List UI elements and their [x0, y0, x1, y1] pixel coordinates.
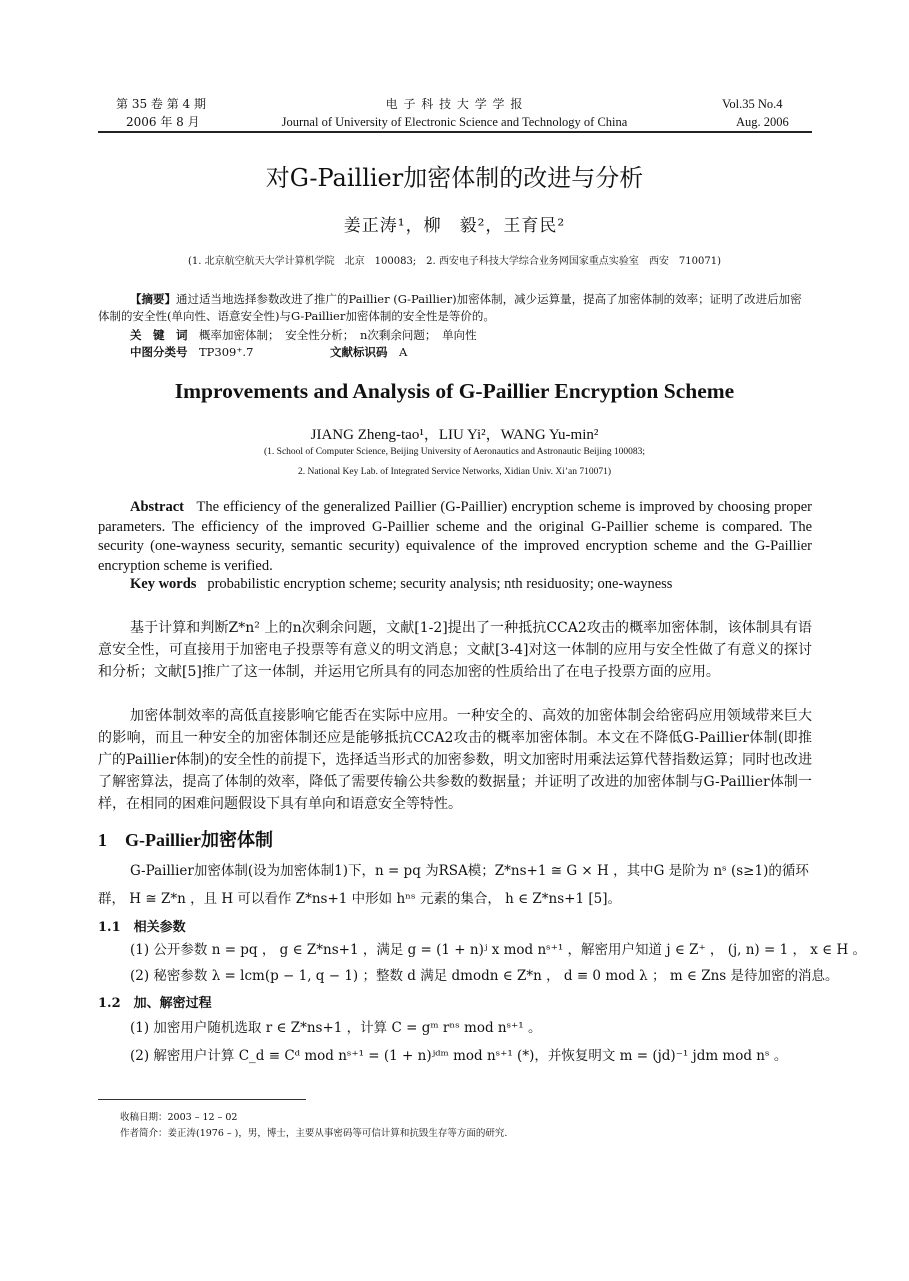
doc-code-row	[330, 344, 407, 361]
authors-cn: 姜正涛¹，柳 毅²，王育民²	[343, 216, 566, 236]
section-1-heading: 1 G-Paillier加密体制	[98, 830, 273, 850]
header-vol-no: Vol.35 No.4	[722, 97, 783, 111]
keywords-cn-row	[130, 327, 477, 344]
abstract-en-label: Abstract	[130, 499, 184, 515]
keywords-en-row	[130, 576, 672, 593]
abstract-en-text: The efficiency of the generalized Paillier (G-Paillier) encryption scheme is improved by choosing proper parameters. The efficiency of the improved G-Paillier scheme and the original G-Paillier scheme is compared. The security (one-wayness security, semantic security) equivalence of the improved encryption scheme and the G-Paillier encryption scheme is verified.	[98, 499, 812, 574]
footnote-rule	[98, 1099, 306, 1100]
doc-code-label: 文献标识码	[330, 345, 388, 359]
header-date: 2006 年 8 月	[126, 115, 200, 129]
subsection-1-2-item-2: (2) 解密用户计算 C_d ≡ Cᵈ mod nˢ⁺¹ = (1 + n)ʲᵈᵐ mod nˢ⁺¹ (*)，并恢复明文 m = (jd)⁻¹ jdm mod nˢ 。	[130, 1048, 788, 1064]
footnote-received-date: 收稿日期：2003 – 12 – 02	[120, 1112, 238, 1123]
header-journal-cn: 电 子 科 技 大 学 学 报	[385, 97, 524, 111]
abstract-cn-text: 通过适当地选择参数改进了推广的Paillier (G-Paillier)加密体制，减少运算量，提高了加密体制的效率；证明了改进后加密体制的安全性(单向性、语意安全性)与G-Paillier加密体制的安全性是等价的。	[98, 292, 802, 323]
keywords-en-label: Key words	[130, 576, 197, 592]
abstract-cn-label: 【摘要】	[130, 292, 176, 306]
intro-paragraph-2: 加密体制效率的高低直接影响它能否在实际中应用。一种安全的、高效的加密体制会给密码应用领域带来巨大的影响，而且一种安全的加密体制还应是能够抵抗CCA2攻击的概率加密体制。本文在不降低G-Paillier体制(即推广的Paillier体制)的安全性的前提下，选择适当形式的加密参数，明文加密时用乘法运算代替指数运算；同时也改进了解密算法，提高了体制的效率，降低了需要传输公共参数的数据量；并证明了改进的加密体制与G-Paillier体制一样，在相同的困难问题假设下具有单向和语意安全等特性。	[98, 708, 812, 812]
footnote-author-bio: 作者简介：姜正涛(1976 – )，男，博士，主要从事密码等可信计算和抗毁生存等方面的研究.	[120, 1128, 508, 1139]
keywords-en: probabilistic encryption scheme; security analysis; nth residuosity; one-wayness	[207, 576, 673, 592]
keywords-cn-label: 关 键 词	[130, 328, 188, 342]
doc-code-value: A	[399, 345, 408, 359]
authors-en: JIANG Zheng-tao¹，LIU Yi²，WANG Yu-min²	[310, 427, 599, 443]
header-rule	[98, 131, 812, 133]
paper-title-en: Improvements and Analysis of G-Paillier Encryption Scheme	[174, 379, 735, 403]
abstract-en	[98, 498, 812, 576]
header-journal-en: Journal of University of Electronic Science and Technology of China	[281, 115, 628, 129]
clc-label: 中图分类号	[130, 345, 188, 359]
affiliation-en-1: (1. School of Computer Science, Beijing University of Aeronautics and Astronautic Beijing 100083;	[264, 447, 645, 457]
abstract-cn	[98, 291, 812, 325]
subsection-1-1-heading: 1.1 相关参数	[98, 920, 186, 935]
header-volume: 第 35 卷 第 4 期	[116, 97, 206, 111]
classification-row	[130, 344, 253, 361]
section-1-line-2: 群， H ≅ Z*n ，且 H 可以看作 Z*ns+1 中形如 hⁿˢ 元素的集合， h ∈ Z*ns+1 [5]。	[98, 891, 621, 907]
subsection-1-1-item-2: (2) 秘密参数 λ = lcm(p − 1, q − 1) ；整数 d 满足 dmodn ∈ Z*n ， d ≡ 0 mod λ ； m ∈ Zns 是待加密的消息。	[130, 968, 839, 984]
clc-value: TP309⁺.7	[199, 345, 254, 359]
subsection-1-2-item-1: (1) 加密用户随机选取 r ∈ Z*ns+1 ，计算 C = gᵐ rⁿˢ mod nˢ⁺¹ 。	[130, 1020, 542, 1036]
keywords-cn: 概率加密体制； 安全性分析； n次剩余问题； 单向性	[199, 328, 477, 342]
subsection-1-1-item-1: (1) 公开参数 n = pq ， g ∈ Z*ns+1 ，满足 g = (1 + n)ʲ x mod nˢ⁺¹ ，解密用户知道 j ∈ Z⁺ ， (j, n) = 1 ， x ∈ H 。	[130, 942, 867, 958]
affiliation-cn: (1. 北京航空航天大学计算机学院 北京 100083; 2. 西安电子科技大学综合业务网国家重点实验室 西安 710071)	[188, 256, 721, 267]
subsection-1-2-heading: 1.2 加、解密过程	[98, 996, 212, 1011]
affiliation-en-2: 2. National Key Lab. of Integrated Service Networks, Xidian Univ. Xi’an 710071)	[297, 467, 612, 477]
intro-paragraph-1: 基于计算和判断Z*n² 上的n次剩余问题，文献[1-2]提出了一种抵抗CCA2攻击的概率加密体制，该体制具有语意安全性，可直接用于加密电子投票等有意义的明文消息；文献[3-4]对这一体制的应用与安全性做了有意义的探讨和分析；文献[5]推广了这一体制，并运用它所具有的同态加密的性质给出了在电子投票方面的应用。	[98, 620, 812, 680]
paper-title-cn: 对G-Paillier加密体制的改进与分析	[265, 164, 644, 192]
header-issue-date: Aug. 2006	[736, 115, 789, 129]
section-1-line-1: G-Paillier加密体制(设为加密体制1)下，n = pq 为RSA模；Z*ns+1 ≅ G × H ，其中G 是阶为 nˢ (s≥1)的循环	[130, 863, 809, 879]
